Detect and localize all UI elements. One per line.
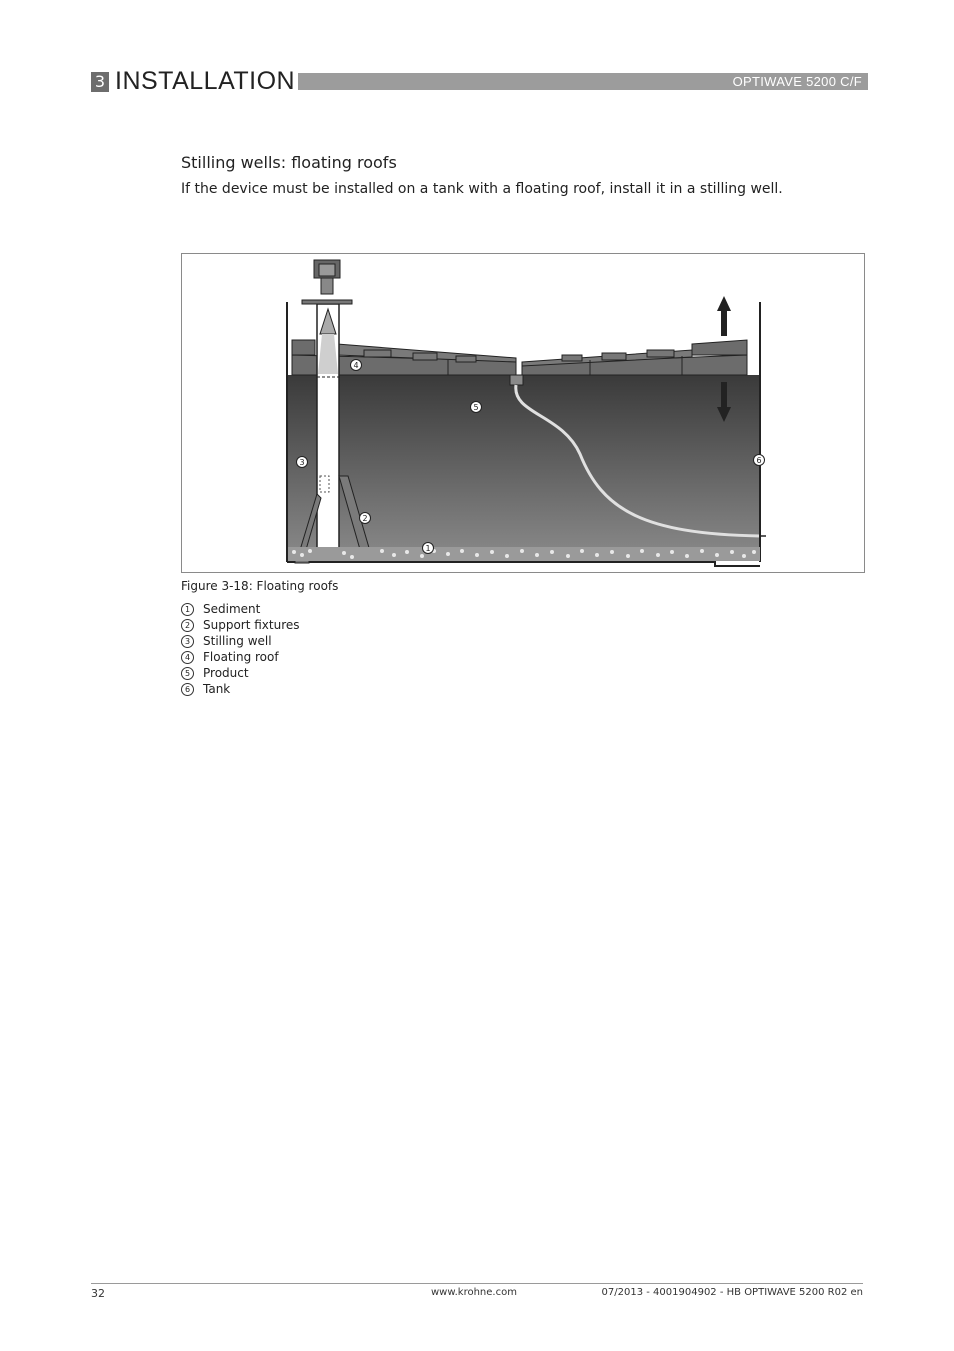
figure-legend: [181, 601, 300, 697]
chapter-title: INSTALLATION: [115, 67, 296, 95]
chapter-number: 3: [91, 72, 109, 92]
callout-4: [351, 360, 362, 371]
legend-item: [181, 617, 300, 633]
svg-text:1: 1: [425, 544, 431, 553]
svg-text:3: 3: [299, 458, 305, 467]
legend-number: 6: [181, 683, 194, 696]
roof-up-arrow: [717, 296, 731, 336]
legend-number: 5: [181, 667, 194, 680]
section-heading: Stilling wells: floating roofs: [181, 153, 397, 172]
figure-caption: Figure 3-18: Floating roofs: [181, 579, 339, 593]
tank-bottom: [287, 562, 760, 566]
legend-label: Sediment: [203, 602, 261, 616]
legend-label: Tank: [203, 682, 231, 696]
legend-number: 1: [181, 603, 194, 616]
legend-number: 3: [181, 635, 194, 648]
legend-item: [181, 633, 300, 649]
svg-text:5: 5: [473, 403, 479, 412]
header-bar: [298, 73, 868, 90]
floating-roof-figure: [181, 253, 865, 573]
callout-3: [297, 457, 308, 468]
legend-item: [181, 665, 300, 681]
footer-url: www.krohne.com: [431, 1287, 517, 1298]
legend-label: Stilling well: [203, 634, 272, 648]
legend-item: [181, 601, 300, 617]
callout-1: [423, 543, 434, 554]
legend-item: [181, 681, 300, 697]
radar-device: [302, 260, 352, 304]
callout-2: [360, 513, 371, 524]
intro-paragraph: If the device must be installed on a tank with a floating roof, install it in a stilling well.: [181, 181, 783, 197]
sediment: [288, 547, 760, 561]
product-name: OPTIWAVE 5200 C/F: [732, 74, 862, 89]
floating-roof-diagram: [182, 254, 864, 572]
page-number: 32: [91, 1287, 105, 1300]
footer-doc-ref: 07/2013 - 4001904902 - HB OPTIWAVE 5200 R02 en: [601, 1287, 863, 1298]
page-header: [91, 68, 868, 96]
callout-5: [471, 402, 482, 413]
legend-label: Support fixtures: [203, 618, 300, 632]
svg-text:2: 2: [362, 514, 368, 523]
svg-text:4: 4: [353, 361, 359, 370]
legend-number: 4: [181, 651, 194, 664]
legend-number: 2: [181, 619, 194, 632]
footer-rule: [91, 1283, 863, 1284]
svg-text:6: 6: [756, 456, 762, 465]
legend-label: Floating roof: [203, 650, 279, 664]
legend-label: Product: [203, 666, 249, 680]
legend-item: [181, 649, 300, 665]
callout-6: [754, 455, 765, 466]
